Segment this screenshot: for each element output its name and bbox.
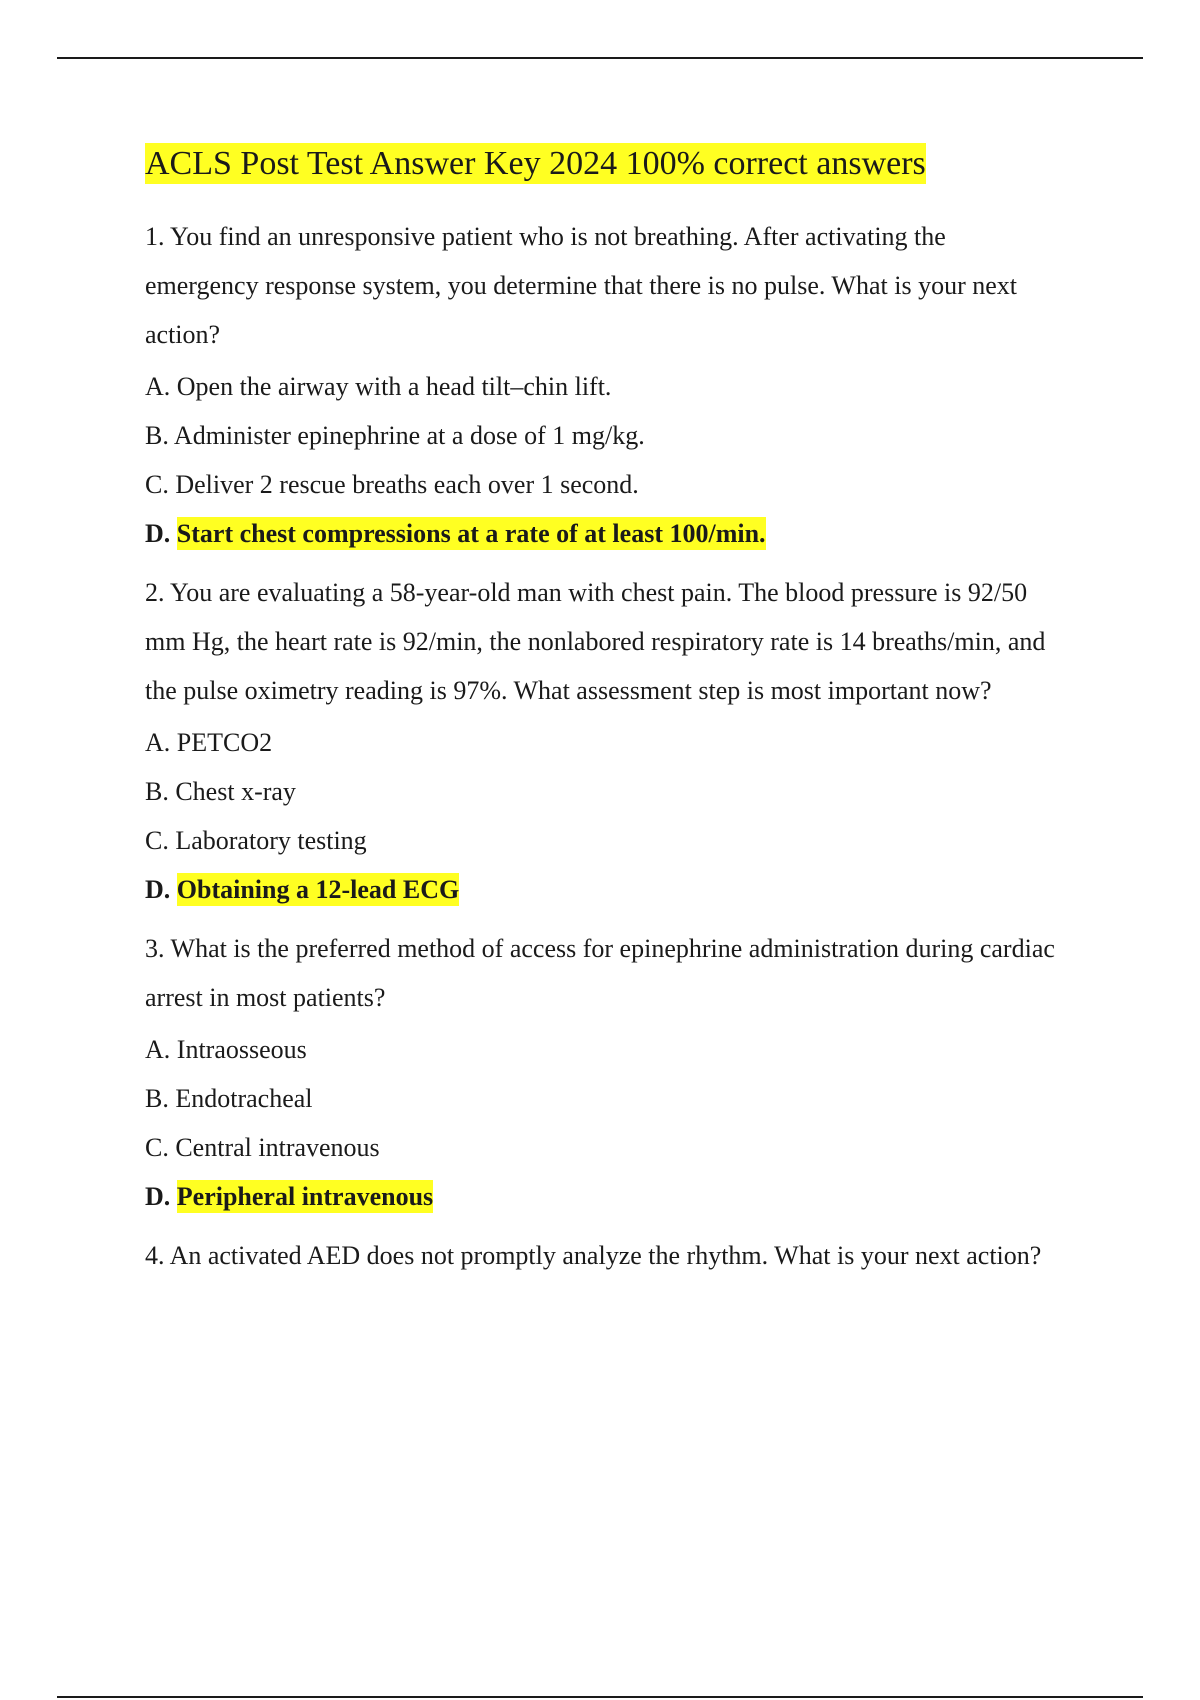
option-letter: D. bbox=[145, 1182, 171, 1211]
option-letter: A. bbox=[145, 728, 171, 757]
option-letter: B. bbox=[145, 421, 169, 450]
question-1 bbox=[145, 212, 1065, 550]
option-text: Central intravenous bbox=[175, 1133, 380, 1162]
option-letter: A. bbox=[145, 372, 171, 401]
correct-answer-text: Obtaining a 12-lead ECG bbox=[176, 875, 460, 904]
option-d-correct bbox=[145, 1181, 1065, 1213]
option-letter: D. bbox=[145, 875, 171, 904]
option-c bbox=[145, 825, 1065, 857]
option-c bbox=[145, 1132, 1065, 1164]
option-letter: C. bbox=[145, 1133, 169, 1162]
title-highlight: ACLS Post Test Answer Key 2024 100% correct answers bbox=[145, 145, 926, 182]
option-d-correct bbox=[145, 518, 1065, 550]
question-3 bbox=[145, 924, 1065, 1213]
option-text: PETCO2 bbox=[176, 728, 273, 757]
question-2 bbox=[145, 568, 1065, 906]
footer-rule bbox=[57, 1696, 1143, 1698]
question-text: 2. You are evaluating a 58-year-old man with chest pain. The blood pressure is 92/50 mm Hg, the heart rate is 92/min, the nonlabored respiratory rate is 14 breaths/min, and the pulse oximetry reading is 97%. What assessment step is most important now? bbox=[145, 578, 1046, 705]
header-rule bbox=[57, 57, 1143, 59]
question-text: 3. What is the preferred method of access for epinephrine administration during cardiac arrest in most patients? bbox=[145, 934, 1055, 1012]
option-letter: B. bbox=[145, 1084, 169, 1113]
question-text: 1. You find an unresponsive patient who is not breathing. After activating the emergency response system, you determine that there is no pulse. What is your next action? bbox=[145, 222, 1017, 349]
option-text: Chest x-ray bbox=[175, 777, 296, 806]
correct-answer-text: Peripheral intravenous bbox=[176, 1182, 434, 1211]
option-letter: D. bbox=[145, 519, 171, 548]
option-a bbox=[145, 371, 1065, 403]
option-b bbox=[145, 776, 1065, 808]
option-letter: A. bbox=[145, 1035, 171, 1064]
option-text: Open the airway with a head tilt–chin lift. bbox=[176, 372, 612, 401]
option-d-correct bbox=[145, 874, 1065, 906]
option-a bbox=[145, 727, 1065, 759]
option-letter: C. bbox=[145, 470, 169, 499]
question-text: 4. An activated AED does not promptly analyze the rhythm. What is your next action? bbox=[145, 1241, 1042, 1270]
correct-answer-text: Start chest compressions at a rate of at least 100/min. bbox=[176, 519, 766, 548]
question-4 bbox=[145, 1231, 1065, 1280]
option-letter: C. bbox=[145, 826, 169, 855]
option-b bbox=[145, 1083, 1065, 1115]
option-letter: B. bbox=[145, 777, 169, 806]
option-text: Deliver 2 rescue breaths each over 1 second. bbox=[175, 470, 639, 499]
option-text: Administer epinephrine at a dose of 1 mg/kg. bbox=[173, 421, 645, 450]
option-a bbox=[145, 1034, 1065, 1066]
option-text: Intraosseous bbox=[176, 1035, 307, 1064]
document-title bbox=[145, 140, 1065, 188]
document-body bbox=[145, 140, 1065, 1298]
option-c bbox=[145, 469, 1065, 501]
option-text: Laboratory testing bbox=[175, 826, 367, 855]
option-b bbox=[145, 420, 1065, 452]
option-text: Endotracheal bbox=[175, 1084, 313, 1113]
